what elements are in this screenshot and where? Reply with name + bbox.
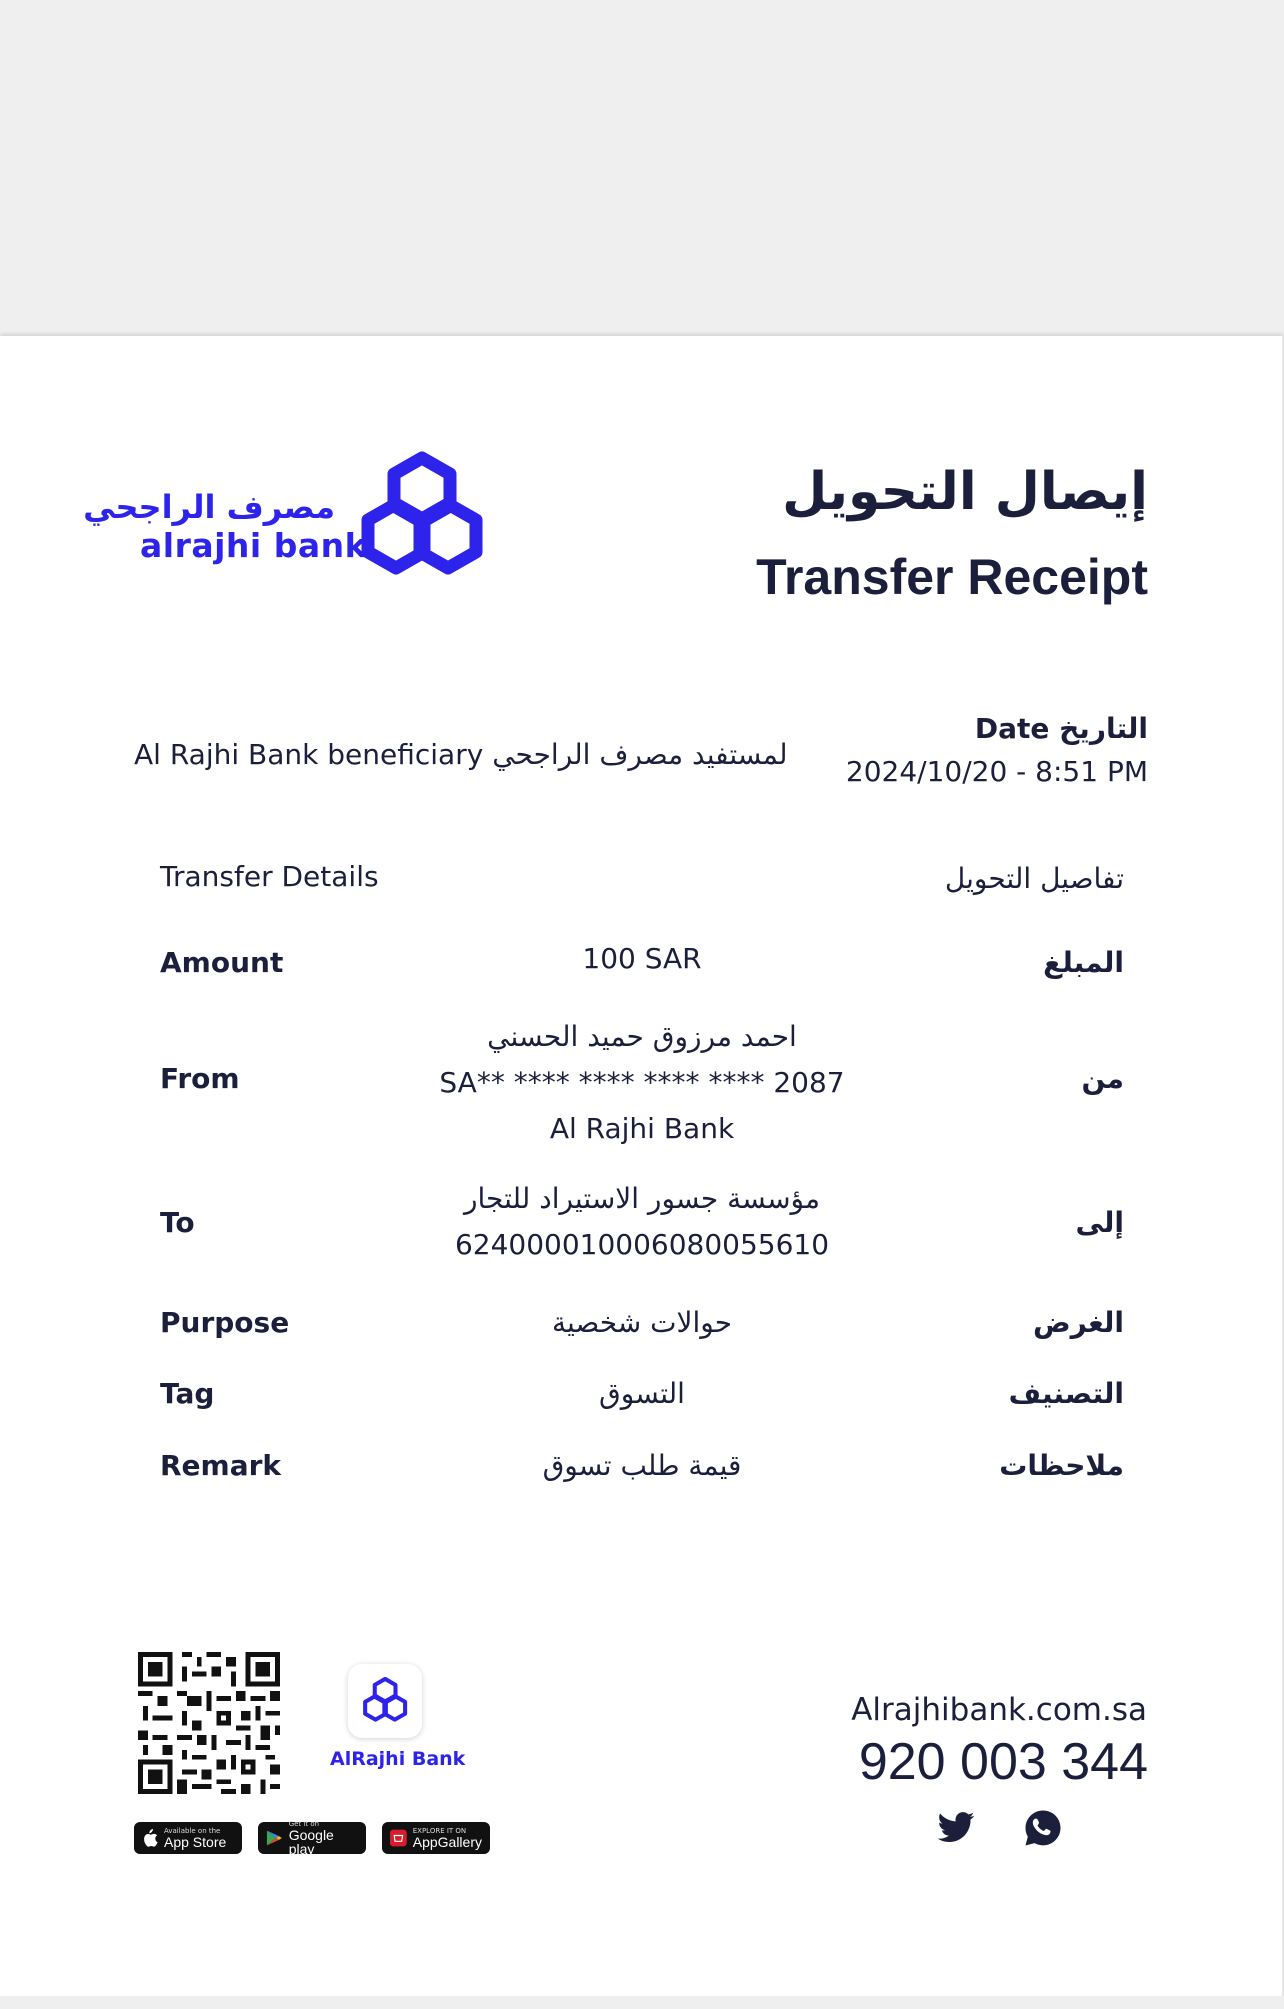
purpose-label-arabic: الغرض bbox=[1033, 1306, 1124, 1339]
bottom-background bbox=[0, 1996, 1284, 2009]
logo-text-english: alrajhi bank bbox=[140, 526, 368, 565]
top-background bbox=[0, 0, 1284, 336]
app-name: AlRajhi Bank bbox=[330, 1748, 466, 1770]
from-label-arabic: من bbox=[1081, 1062, 1124, 1095]
to-name: مؤسسة جسور الاستيراد للتجار bbox=[463, 1182, 821, 1215]
date-value: 2024/10/20 - 8:51 PM bbox=[845, 755, 1148, 788]
google-play-text: Google play bbox=[288, 1827, 334, 1857]
appgallery-badge[interactable] bbox=[382, 1822, 490, 1854]
apple-icon bbox=[142, 1829, 158, 1847]
receipt-title-english: Transfer Receipt bbox=[756, 549, 1148, 605]
app-store-badge[interactable] bbox=[134, 1822, 242, 1854]
amount-label-arabic: المبلغ bbox=[1043, 946, 1124, 979]
from-iban: SA** **** **** **** **** 2087 bbox=[439, 1066, 845, 1099]
google-play-icon bbox=[266, 1829, 283, 1847]
section-title-english: Transfer Details bbox=[160, 860, 379, 893]
app-icon[interactable] bbox=[348, 1664, 422, 1738]
logo-text-arabic: مصرف الراجحي bbox=[83, 488, 335, 526]
tag-label-english: Tag bbox=[160, 1377, 215, 1410]
remark-label-arabic: ملاحظات bbox=[999, 1449, 1124, 1482]
beneficiary-type: Al Rajhi Bank beneficiary لمستفيد مصرف الراجحي bbox=[134, 738, 788, 771]
twitter-icon[interactable] bbox=[936, 1808, 976, 1848]
alrajhi-app-logo-icon bbox=[348, 1664, 422, 1738]
appgallery-small-text: EXPLORE IT ON bbox=[412, 1827, 467, 1835]
website-link[interactable]: Alrajhibank.com.sa bbox=[851, 1692, 1147, 1728]
remark-label-english: Remark bbox=[160, 1449, 282, 1482]
whatsapp-icon[interactable] bbox=[1023, 1808, 1063, 1848]
to-label-arabic: إلى bbox=[1075, 1206, 1124, 1239]
app-store-text: App Store bbox=[164, 1834, 227, 1850]
huawei-icon bbox=[390, 1828, 407, 1848]
alrajhi-logo-icon bbox=[354, 450, 490, 586]
appgallery-text: AppGallery bbox=[412, 1834, 482, 1850]
to-account: 624000010006080055610 bbox=[454, 1228, 830, 1261]
app-store-small-text: Available on the bbox=[164, 1827, 221, 1835]
section-title-arabic: تفاصيل التحويل bbox=[944, 862, 1124, 895]
from-label-english: From bbox=[160, 1062, 240, 1095]
date-label: Date التاريخ bbox=[974, 712, 1148, 745]
tag-value: التسوق bbox=[599, 1377, 685, 1410]
purpose-label-english: Purpose bbox=[160, 1306, 290, 1339]
to-label-english: To bbox=[160, 1206, 195, 1239]
remark-value: قيمة طلب تسوق bbox=[542, 1449, 742, 1482]
amount-label-english: Amount bbox=[160, 946, 284, 979]
brand-logo bbox=[83, 450, 490, 590]
amount-value: 100 SAR bbox=[582, 942, 702, 975]
tag-label-arabic: التصنيف bbox=[1008, 1377, 1124, 1410]
from-name: احمد مرزوق حميد الحسني bbox=[487, 1020, 797, 1053]
receipt-title-arabic: إيصال التحويل bbox=[782, 462, 1148, 522]
purpose-value: حوالات شخصية bbox=[551, 1306, 733, 1339]
google-play-badge[interactable] bbox=[258, 1820, 366, 1857]
google-play-small-text: Get it on bbox=[288, 1820, 320, 1828]
phone-number[interactable]: 920 003 344 bbox=[858, 1733, 1148, 1791]
from-bank: Al Rajhi Bank bbox=[549, 1112, 735, 1145]
qr-code[interactable] bbox=[138, 1652, 280, 1794]
